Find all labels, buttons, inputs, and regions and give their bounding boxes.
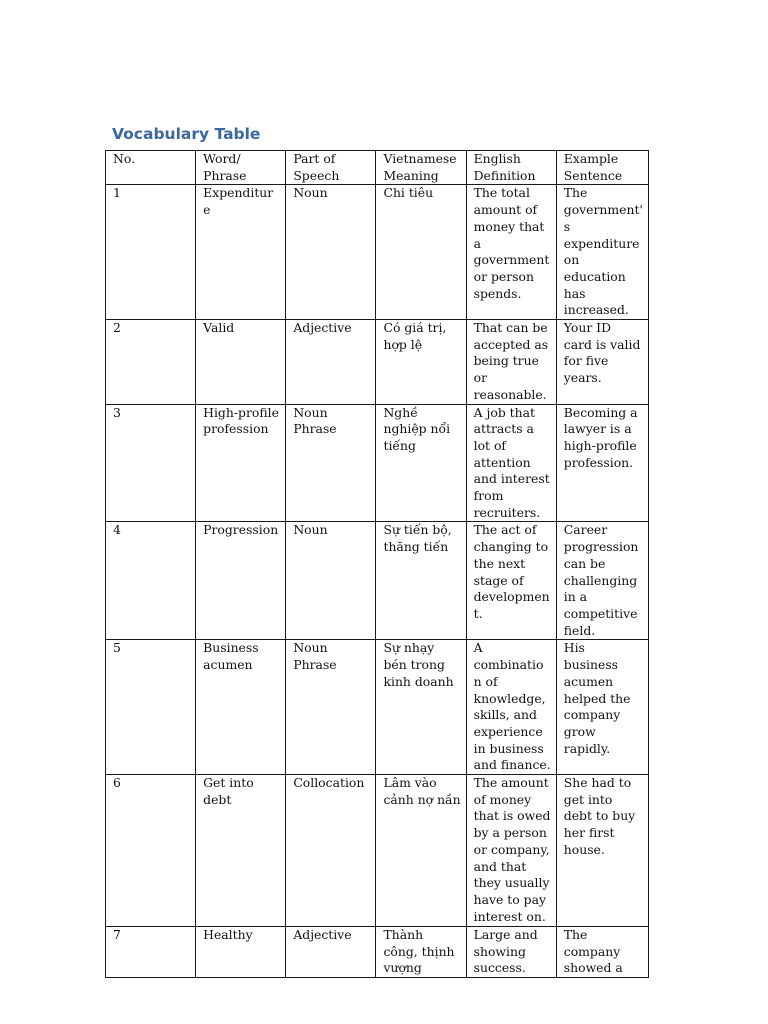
table-row: [106, 320, 649, 405]
table-row: [106, 404, 649, 522]
cell-word: Valid: [196, 320, 286, 405]
cell-example-sentence: She had to get into debt to buy her first house.: [556, 775, 648, 927]
cell-no: 4: [106, 522, 196, 640]
cell-part-of-speech: Adjective: [286, 927, 376, 978]
cell-part-of-speech: Noun Phrase: [286, 640, 376, 775]
cell-english-definition: The amount of money that is owed by a person or company, and that they usually have to pay interest on.: [466, 775, 556, 927]
cell-no: 6: [106, 775, 196, 927]
table-row: [106, 522, 649, 640]
table-row: [106, 775, 649, 927]
table-row: [106, 640, 649, 775]
cell-example-sentence: Becoming a lawyer is a high-profile profession.: [556, 404, 648, 522]
cell-word: Get into debt: [196, 775, 286, 927]
cell-no: 2: [106, 320, 196, 405]
cell-example-sentence: The government's expenditure on education has increased.: [556, 185, 648, 320]
header-no: No.: [106, 151, 196, 185]
cell-part-of-speech: Noun: [286, 522, 376, 640]
cell-vietnamese-meaning: Nghề nghiệp nổi tiếng: [376, 404, 466, 522]
vocabulary-table: [105, 150, 649, 978]
cell-no: 5: [106, 640, 196, 775]
cell-english-definition: Large and showing success.: [466, 927, 556, 978]
cell-part-of-speech: Collocation: [286, 775, 376, 927]
cell-english-definition: The act of changing to the next stage of development.: [466, 522, 556, 640]
cell-word: Healthy: [196, 927, 286, 978]
cell-word: High-profile profession: [196, 404, 286, 522]
header-vietnamese-meaning: Vietnamese Meaning: [376, 151, 466, 185]
table-row: [106, 927, 649, 978]
cell-word: Progression: [196, 522, 286, 640]
page-title: Vocabulary Table: [112, 125, 261, 143]
cell-english-definition: A combination of knowledge, skills, and experience in business and finance.: [466, 640, 556, 775]
header-word: Word/ Phrase: [196, 151, 286, 185]
cell-part-of-speech: Noun Phrase: [286, 404, 376, 522]
cell-part-of-speech: Adjective: [286, 320, 376, 405]
cell-word: Business acumen: [196, 640, 286, 775]
cell-vietnamese-meaning: Thành công, thịnh vượng: [376, 927, 466, 978]
cell-example-sentence: Career progression can be challenging in a competitive field.: [556, 522, 648, 640]
cell-example-sentence: The company showed a: [556, 927, 648, 978]
cell-example-sentence: His business acumen helped the company grow rapidly.: [556, 640, 648, 775]
cell-vietnamese-meaning: Sự nhạy bén trong kinh doanh: [376, 640, 466, 775]
cell-english-definition: That can be accepted as being true or reasonable.: [466, 320, 556, 405]
cell-english-definition: The total amount of money that a government or person spends.: [466, 185, 556, 320]
header-part-of-speech: Part of Speech: [286, 151, 376, 185]
header-example-sentence: Example Sentence: [556, 151, 648, 185]
cell-no: 3: [106, 404, 196, 522]
cell-vietnamese-meaning: Lâm vào cảnh nợ nần: [376, 775, 466, 927]
cell-vietnamese-meaning: Có giá trị, hợp lệ: [376, 320, 466, 405]
cell-no: 7: [106, 927, 196, 978]
header-english-definition: English Definition: [466, 151, 556, 185]
cell-vietnamese-meaning: Sự tiến bộ, thăng tiến: [376, 522, 466, 640]
cell-word: Expenditure: [196, 185, 286, 320]
cell-example-sentence: Your ID card is valid for five years.: [556, 320, 648, 405]
table-header-row: [106, 151, 649, 185]
cell-english-definition: A job that attracts a lot of attention and interest from recruiters.: [466, 404, 556, 522]
cell-no: 1: [106, 185, 196, 320]
table-row: [106, 185, 649, 320]
cell-vietnamese-meaning: Chi tiêu: [376, 185, 466, 320]
cell-part-of-speech: Noun: [286, 185, 376, 320]
